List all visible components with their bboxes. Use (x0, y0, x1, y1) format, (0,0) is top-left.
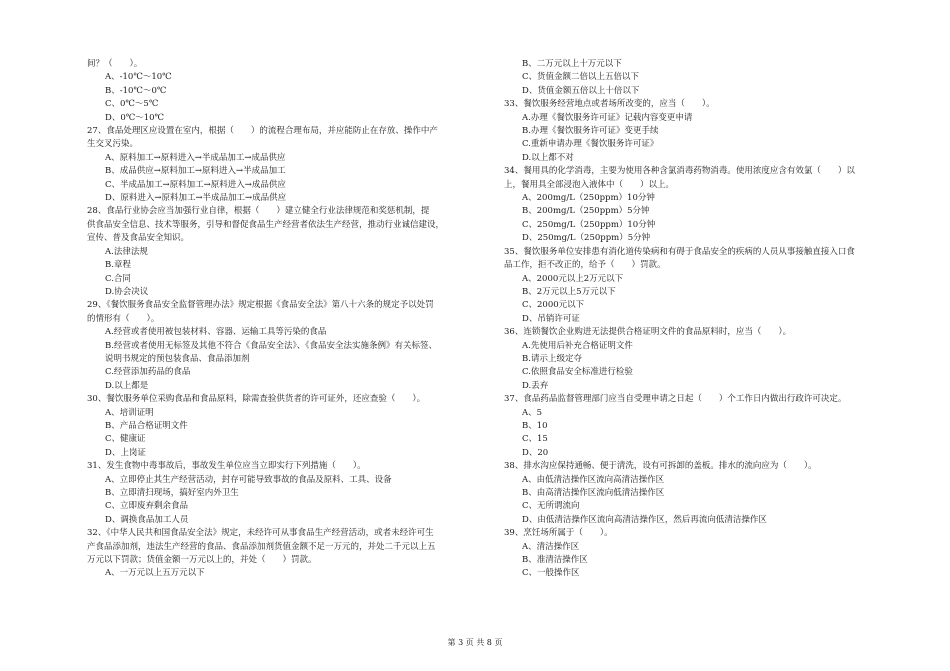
answer-option: D、货值金额五倍以上十倍以下 (522, 85, 640, 96)
answer-option: A、2000元以上2万元以下 (522, 273, 624, 284)
answer-option: B、产品合格证明文件 (105, 420, 188, 431)
answer-option: A、200mg/L（250ppm）10分钟 (522, 193, 655, 204)
answer-option: B、二万元以上十万元以下 (522, 59, 622, 69)
question-text-line: 36、连锁餐饮企业购进无法提供合格证明文件的食品原料时，应当（ ）。 (504, 327, 792, 338)
answer-option: C、半成品加工→原料加工→原料进入→成品供应 (105, 179, 286, 190)
answer-option: C、立即废弃剩余食品 (105, 501, 189, 512)
answer-option: D、吊销许可证 (522, 313, 580, 324)
question (87, 393, 485, 460)
question-text-line: 产食品添加剂，违法生产经营的食品、食品添加剂货值金额不足一万元的，并处二千元以上五 (87, 541, 436, 552)
question-stem (87, 299, 485, 326)
question-text-line: 宣传、普及食品安全知识。 (87, 233, 190, 244)
question (504, 326, 904, 393)
answer-option: B、2万元以上5万元以下 (522, 286, 616, 297)
answer-option: C、15 (522, 434, 548, 445)
answer-option: C.合同 (105, 273, 131, 284)
answer-option: B.请示上级定夺 (522, 353, 582, 364)
question (504, 98, 904, 165)
question-text-line: 间？（ ）。 (87, 59, 143, 69)
question-stem (87, 125, 485, 152)
question-stem (504, 326, 904, 339)
answer-option: C、货值金额二倍以上五倍以下 (522, 72, 640, 83)
answer-option: A.经营或者使用被包装材料、容器、运输工具等污染的食品 (105, 327, 327, 338)
answer-option: D.丢弃 (522, 380, 549, 391)
question-text-line: 的情形有（ ）。 (87, 313, 160, 324)
answer-option: D、上岗证 (105, 447, 146, 458)
question-stem (504, 246, 904, 273)
answer-option: B、200mg/L（250ppm）5分钟 (522, 206, 650, 217)
question-stem (504, 460, 904, 473)
answer-option: A、由低清洁操作区流向高清洁操作区 (522, 474, 665, 485)
question-stem (87, 205, 485, 245)
answer-option: A.法律法规 (105, 246, 148, 257)
answer-option: D、原料进入→原料加工→半成品加工→成品供应 (105, 193, 287, 204)
answer-option: B、立即清扫现场，搞好室内外卫生 (105, 488, 239, 498)
question (504, 393, 904, 460)
answer-option: C.经营添加药品的食品 (105, 367, 191, 378)
answer-option: C、0℃～5℃ (105, 99, 159, 110)
answer-option: B、-10℃～0℃ (105, 85, 167, 96)
left-column (87, 58, 485, 581)
answer-option: A、原料加工→原料进入→半成品加工→成品供应 (105, 152, 286, 163)
question-text-line: 35、餐饮服务单位安排患有消化道传染病和有碍于食品安全的疾病的人员从事接触直接入口食 (504, 246, 855, 257)
question-stem (504, 98, 904, 111)
question-text-line: 万元以下罚款；货值金额一万元以上的，并处（ ）罚款。 (87, 555, 317, 566)
question-text-line: 30、餐饮服务单位采购食品和食品原料，除需查验供货者的许可证外，还应查验（ ）。 (87, 394, 426, 405)
question-stem (87, 460, 485, 473)
question (87, 205, 485, 299)
question (87, 460, 485, 527)
question (87, 125, 485, 205)
question-stem (87, 393, 485, 406)
question-text-line: 34、餐用具的化学消毒，主要为使用各种含氯消毒药物消毒。使用浓度应含有效氯（ ）以 (504, 166, 855, 177)
answer-option: A、清洁操作区 (522, 541, 580, 552)
question-text-line: 31、发生食物中毒事故后，事故发生单位应当立即实行下列措施（ ）。 (87, 461, 366, 472)
page-footer: 第 3 页 共 8 页 (447, 638, 503, 647)
question-text-line: 33、餐饮服务经营地点或者场所改变的，应当（ ）。 (504, 99, 715, 110)
question (504, 246, 904, 326)
answer-option: B、准清洁操作区 (522, 555, 588, 566)
answer-option: B.章程 (105, 260, 131, 271)
question-stem (87, 527, 485, 567)
answer-option: A.办理《餐饮服务许可证》记载内容变更申请 (522, 112, 693, 123)
question (87, 58, 485, 125)
answer-option: D.协会决议 (105, 286, 149, 297)
answer-option: D、20 (522, 447, 549, 458)
answer-option: D、调换食品加工人员 (105, 514, 189, 525)
answer-option: C、250mg/L（250ppm）10分钟 (522, 219, 656, 230)
answer-option: B、成品供应→原料加工→原料进入→半成品加工 (105, 166, 286, 177)
answer-option: D、250mg/L（250ppm）5分钟 (522, 233, 651, 244)
answer-option: A、立即停止其生产经营活动，封存可能导致事故的食品及原料、工具、设备 (105, 474, 392, 485)
answer-option: C、无所谓流向 (522, 501, 580, 512)
answer-option: 说明书规定的预包装食品、食品添加剂 (105, 353, 250, 364)
question-text-line: 27、食品处理区应设置在室内，根据（ ）的流程合理布局，并应能防止在存放、操作中产 (87, 126, 438, 137)
question-text-line: 生交叉污染。 (87, 139, 139, 150)
question-text-line: 32、《中华人民共和国食品安全法》规定，未经许可从事食品生产经营活动，或者未经许可生 (87, 528, 434, 539)
question-text-line: 38、排水沟应保持通畅、便于清洗，设有可拆卸的盖板。排水的流向应为（ ）。 (504, 461, 817, 472)
question-text-line: 29、《餐饮服务食品安全监督管理办法》规定根据《食品安全法》第八十六条的规定予以处罚 (87, 300, 434, 311)
question (87, 299, 485, 393)
answer-option: A、一万元以上五万元以下 (105, 568, 205, 579)
question-text-line: 28、食品行业协会应当加强行业自律，根据（ ）建立健全行业法律规范和奖惩机制，提 (87, 206, 430, 217)
answer-option: B.办理《餐饮服务许可证》变更手续 (522, 126, 659, 137)
answer-option: D、0℃～10℃ (105, 112, 165, 123)
question-stem (504, 393, 904, 406)
question (504, 527, 904, 581)
answer-option: D、由低清洁操作区流向高清洁操作区，然后再流向低清洁操作区 (522, 514, 767, 525)
answer-option: A、-10℃～10℃ (105, 72, 172, 83)
answer-option: B、10 (522, 420, 548, 431)
answer-option: C、2000元以下 (522, 300, 585, 311)
question (504, 58, 904, 98)
right-column (504, 58, 904, 581)
answer-option: D.以上都是 (105, 380, 149, 391)
answer-option: C.重新申请办理《餐饮服务许可证》 (522, 139, 659, 150)
answer-option: A.先使用后补充合格证明文件 (522, 340, 633, 351)
question (504, 165, 904, 245)
question-text-line: 供食品安全信息、技术等服务，引导和督促食品生产经营者依法生产经营，推动行业诚信建设， (87, 219, 445, 230)
question (504, 460, 904, 527)
answer-option: A、5 (522, 407, 543, 418)
question (87, 527, 485, 581)
answer-option: C、健康证 (105, 434, 146, 445)
answer-option: A、培训证明 (105, 407, 154, 418)
answer-option: C.依照食品安全标准进行检验 (522, 367, 633, 378)
answer-option: C、一般操作区 (522, 568, 580, 579)
question-text-line: 上，餐用具全部浸泡入液体中（ ）以上。 (504, 179, 675, 190)
answer-option: B.经营或者使用无标签及其他不符合《食品安全法》、《食品安全法实施条例》有关标签、 (105, 340, 437, 351)
question-text-line: 39、烹饪场所属于（ ）。 (504, 528, 613, 539)
question-stem (504, 165, 904, 192)
question-stem (504, 527, 904, 540)
question-text-line: 品工作，拒不改正的，给予（ ）罚款。 (504, 260, 666, 271)
answer-option: B、由高清洁操作区流向低清洁操作区 (522, 488, 665, 498)
question-text-line: 37、食品药品监督管理部门应当自受理申请之日起（ ）个工作日内做出行政许可决定。 (504, 394, 847, 405)
question-stem (87, 58, 485, 71)
answer-option: D.以上都不对 (522, 152, 574, 163)
